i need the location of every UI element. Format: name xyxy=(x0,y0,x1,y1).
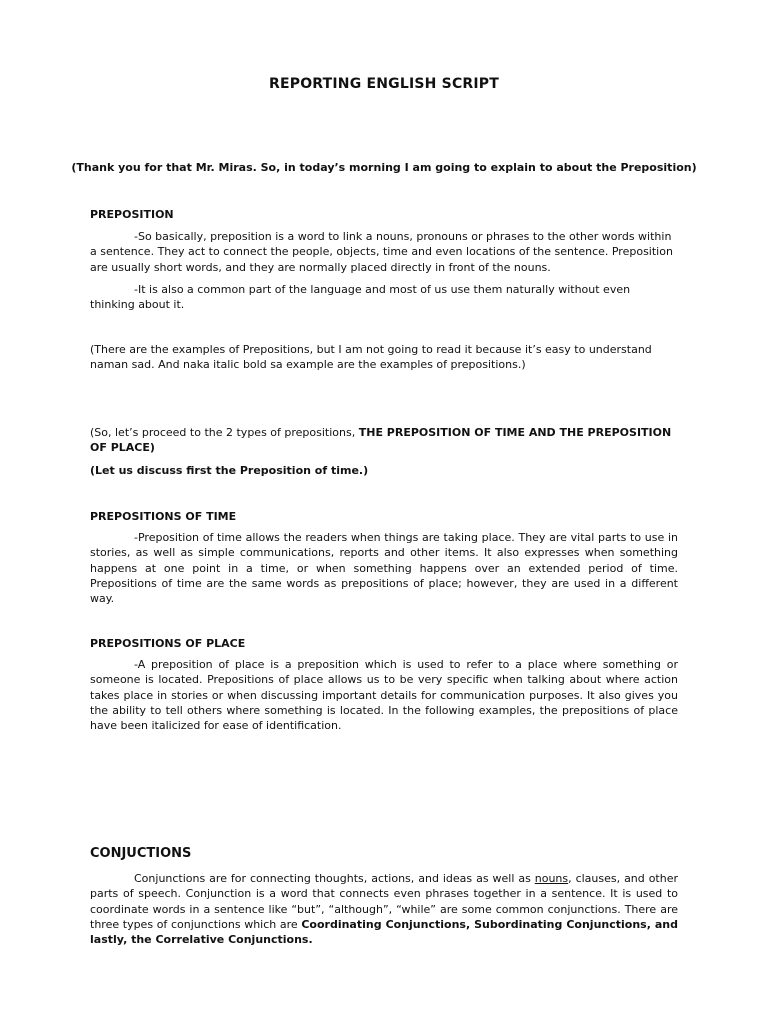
conjunctions-paragraph xyxy=(90,871,678,947)
document-title: REPORTING ENGLISH SCRIPT xyxy=(268,76,500,92)
intro-note: (Thank you for that Mr. Miras. So, in today’s morning I am going to explain to about the Preposition) xyxy=(71,161,697,174)
time-paragraph: -Preposition of time allows the readers when things are taking place. They are vital parts to use in stories, as well as simple communications, reports and other items. It also expresses when something happens at one point in a time, or when something happens over an extended period of time. Prepositions of time are the same words as prepositions of place; however, they are used in a different way. xyxy=(90,531,678,606)
section-heading-preposition: PREPOSITION xyxy=(90,208,174,221)
section-heading-place: PREPOSITIONS OF PLACE xyxy=(90,637,246,650)
conjunctions-text-1: Conjunctions are for connecting thoughts, actions, and ideas as well as xyxy=(134,872,535,885)
conjunctions-text-2: , clauses, and other parts of speech. Conjunction is a word that connects even phrases together in a sentence. It is used to coordinate words in a sentence like “but”, “although”, “while” are some common conjunctions. There are three types of conjunctions which are xyxy=(90,872,679,931)
types-note-bold: THE PREPOSITION OF TIME AND THE PREPOSITION OF PLACE) xyxy=(90,426,672,455)
types-note xyxy=(90,425,678,456)
section-heading-time: PREPOSITIONS OF TIME xyxy=(90,510,237,523)
preposition-paragraph-2: -It is also a common part of the language and most of us use them naturally without even thinking about it. xyxy=(90,283,631,312)
discuss-note: (Let us discuss first the Preposition of time.) xyxy=(90,464,369,477)
section-heading-conjunctions: CONJUCTIONS xyxy=(90,846,192,861)
conjunctions-bold-list: Coordinating Conjunctions, Subordinating Conjunctions, and lastly, the Correlative Conjunctions. xyxy=(90,917,679,947)
preposition-paragraph-1: -So basically, preposition is a word to link a nouns, pronouns or phrases to the other words within a sentence. They act to connect the people, objects, time and even locations of the sentence. Preposition are usually short words, and they are normally placed directly in front of the nouns. xyxy=(90,230,673,274)
examples-note: (There are the examples of Prepositions, but I am not going to read it because it’s easy to understand naman sad. And naka italic bold sa example are the examples of prepositions.) xyxy=(90,343,652,372)
types-note-text: (So, let’s proceed to the 2 types of prepositions, xyxy=(90,426,359,439)
place-paragraph: -A preposition of place is a preposition which is used to refer to a place where something or someone is located. Prepositions of place allows us to be very specific when talking about where action takes place in stories or when discussing important details for communication purposes. It also gives you the ability to tell others where something is located. In the following examples, the prepositions of place have been italicized for ease of identification. xyxy=(90,658,678,733)
conjunctions-underlined-word: nouns xyxy=(534,872,569,885)
